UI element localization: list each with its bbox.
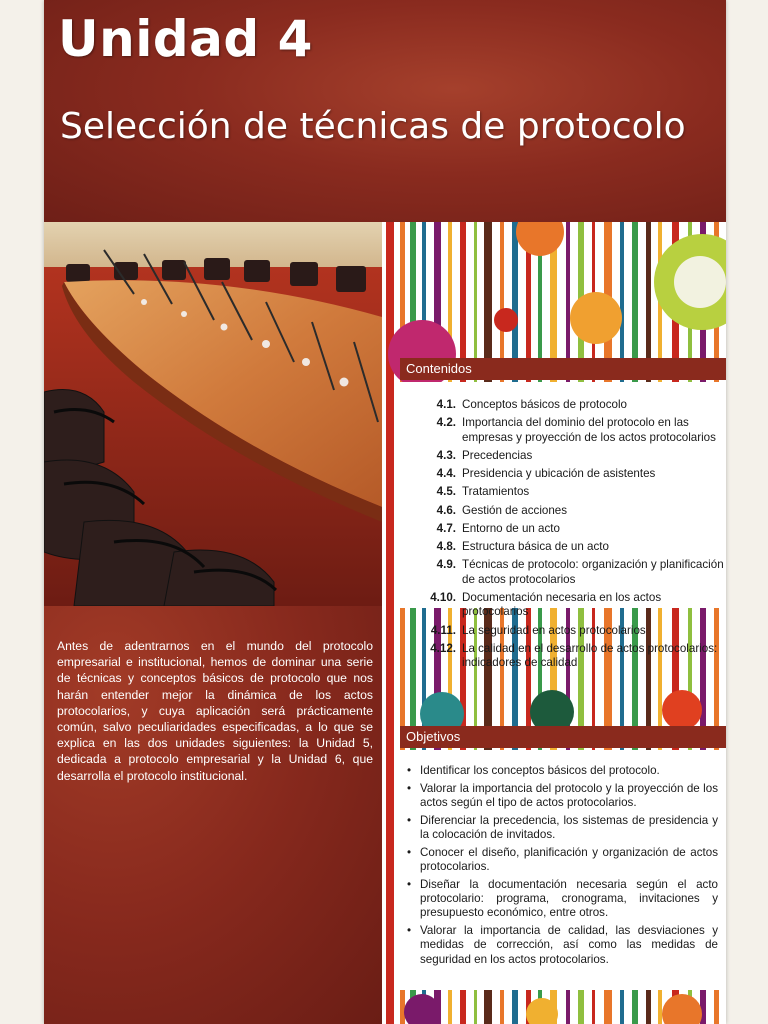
- contents-item: [400, 467, 726, 482]
- contents-item: [400, 416, 726, 445]
- contents-item: [400, 558, 726, 587]
- contents-item-text: Tratamientos: [462, 485, 530, 499]
- intro-panel: [44, 606, 382, 1024]
- unit-subtitle: Selección de técnicas de protocolo: [60, 106, 686, 147]
- contents-item-text: Técnicas de protocolo: organización y planificación de actos protocolarios: [462, 558, 724, 586]
- contents-item-number: 4.6.: [436, 503, 456, 517]
- objective-item: • Identificar los conceptos básicos del protocolo.: [400, 764, 718, 778]
- objective-item: • Valorar la importancia del protocolo y la proyección de los actos según el tipo de actos protocolarios.: [400, 782, 718, 811]
- contents-item: [400, 624, 726, 639]
- contents-item-number: 4.3.: [436, 448, 456, 462]
- contents-heading: Contenidos: [400, 358, 726, 380]
- contents-item-text: La seguridad en actos protocolarios: [462, 623, 646, 637]
- objective-item: • Conocer el diseño, planificación y organización de actos protocolarios.: [400, 846, 718, 875]
- contents-item-text: Entorno de un acto: [462, 521, 560, 535]
- objectives-panel: [400, 750, 726, 990]
- contents-item-number: 4.9.: [436, 558, 456, 572]
- contents-item-number: 4.1.: [436, 398, 456, 411]
- contents-item-text: Documentación necesaria en los actos protocolarios: [462, 590, 662, 619]
- contents-item-number: 4.11.: [430, 623, 456, 637]
- contents-list: [400, 398, 726, 675]
- contents-item-number: 4.10.: [430, 590, 456, 604]
- book-page: [44, 0, 726, 1024]
- objectives-heading: Objetivos: [400, 726, 726, 748]
- objective-item: • Diferenciar la precedencia, los sistemas de presidencia y la colocación de invitados.: [400, 814, 718, 843]
- intro-paragraph: Antes de adentrarnos en el mundo del protocolo empresarial e institucional, hemos de dominar una serie de técnicas y conceptos básicos de protocolo que nos harán entender mejor la dinámica de los actos protocolarios, y cuya aplicación será prácticamente común, salvo peculiaridades especificadas, a lo que se explica en las dos unidades siguientes: la Unidad 5, dedicada a protocolo empresarial y la Unidad 6, que desarrolla el protocolo institucional.: [57, 639, 373, 783]
- objective-item: • Valorar la importancia de calidad, las desviaciones y medidas de corrección, así como las medidas de seguridad en los actos protocolarios.: [400, 924, 718, 967]
- conference-room-illustration: [44, 222, 382, 606]
- contents-item-text: La calidad en el desarrollo de actos protocolarios: indicadores de calidad: [462, 641, 718, 670]
- contents-item: [400, 642, 726, 671]
- contents-item: [400, 485, 726, 500]
- conference-room-photo: [44, 222, 382, 606]
- contents-item: [400, 504, 726, 519]
- contents-item-text: Estructura básica de un acto: [462, 539, 609, 553]
- contents-item-text: Conceptos básicos de protocolo: [462, 398, 627, 411]
- contents-item-text: Precedencias: [462, 448, 533, 462]
- unit-header: [44, 0, 726, 222]
- unit-title: Unidad 4: [58, 10, 313, 68]
- right-column: [382, 222, 726, 1024]
- contents-item: [400, 540, 726, 555]
- contents-item-number: 4.4.: [436, 467, 456, 481]
- contents-item: [400, 522, 726, 537]
- contents-item-number: 4.7.: [436, 521, 456, 535]
- contents-item: [400, 449, 726, 464]
- contents-item: [400, 591, 726, 620]
- contents-item: [400, 398, 726, 413]
- contents-item-text: Gestión de acciones: [462, 503, 568, 517]
- contents-item-text: Presidencia y ubicación de asistentes: [462, 467, 656, 481]
- contents-item-number: 4.12.: [430, 641, 456, 655]
- contents-item-number: 4.2.: [436, 416, 456, 430]
- objective-item: • Diseñar la documentación necesaria según el acto protocolario: programa, cronograma, invitaciones y presupuesto económico, entre otros.: [400, 878, 718, 921]
- contents-item-number: 4.8.: [436, 539, 456, 553]
- contents-panel: [400, 382, 726, 670]
- contents-item-number: 4.5.: [436, 485, 456, 499]
- objectives-list: [400, 764, 718, 970]
- contents-item-text: Importancia del dominio del protocolo en las empresas y proyección de los actos protocolarios: [462, 416, 716, 444]
